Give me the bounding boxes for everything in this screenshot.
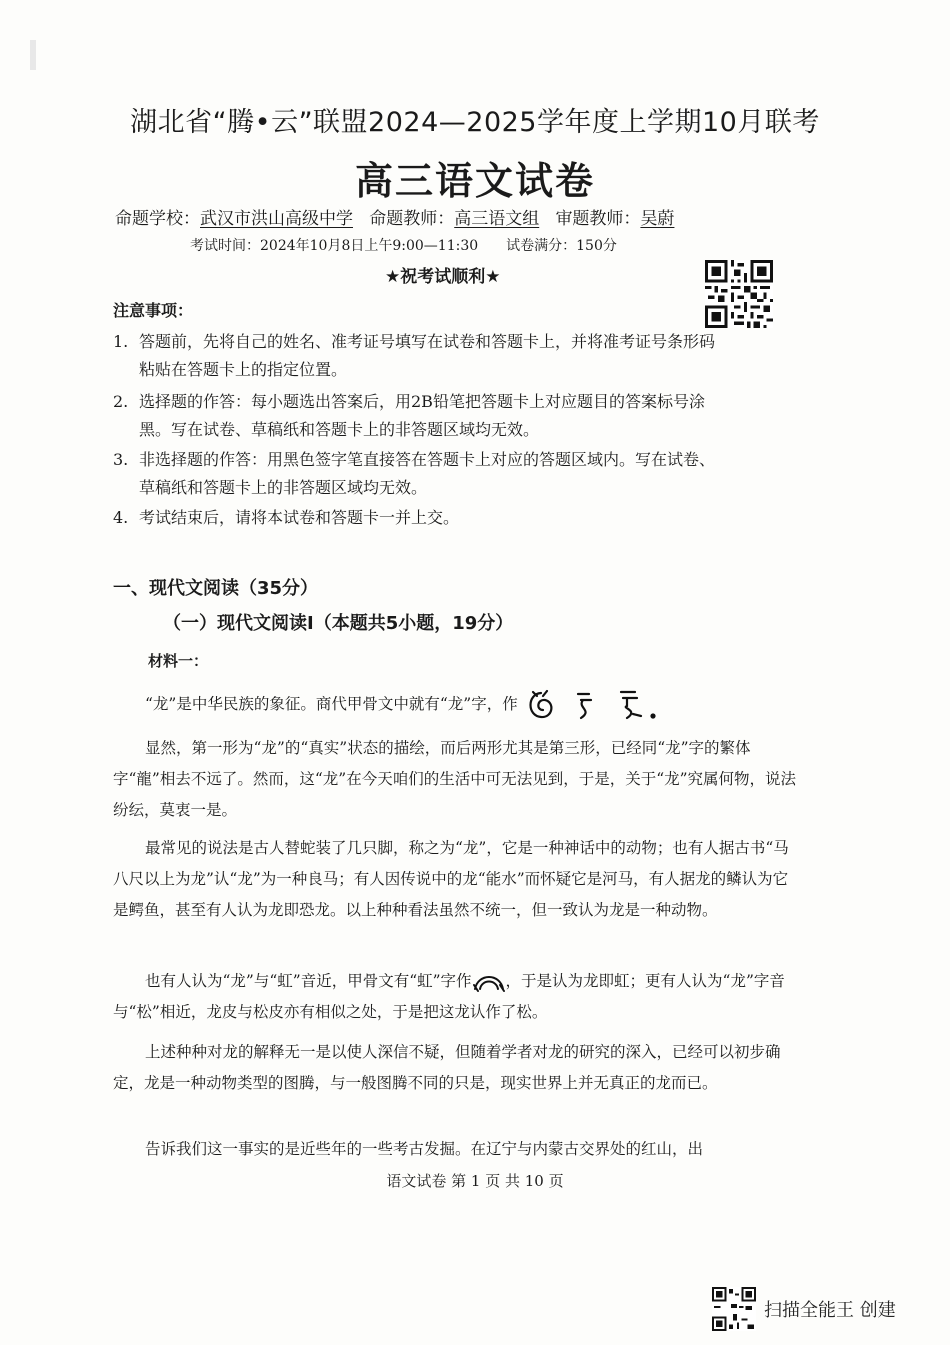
school-name: 武汉市洪山高级中学 bbox=[200, 209, 353, 229]
paragraph-6: 告诉我们这一事实的是近些年的一些考古发掘。在辽宁与内蒙古交界处的红山，出 bbox=[145, 1140, 704, 1158]
notice-text-cont: 粘贴在答题卡上的指定位置。 bbox=[139, 360, 348, 379]
paragraph-3: 最常见的说法是古人替蛇装了几只脚，称之为“龙”，它是一种神话中的动物；也有人据古书“马八尺以上为龙”认“龙”为一种良马；有人因传说中的龙“能水”而怀疑它是河马，有人据龙的鳞认为它是鳄鱼，甚至有人认为龙即恐龙。以上种种看法虽然不统一，但一致认为龙是一种动物。 bbox=[113, 839, 789, 919]
notice-number: 4. bbox=[113, 508, 129, 527]
reviewer-label: 审题教师： bbox=[555, 209, 641, 229]
exam-subject-title: 高三语文试卷 bbox=[354, 159, 595, 203]
notice-number: 1. bbox=[113, 332, 129, 351]
teacher-name: 高三语文组 bbox=[454, 209, 540, 229]
page-footer: 语文试卷 第 1 页 共 10 页 bbox=[386, 1172, 564, 1190]
exam-time-info: 考试时间：2024年10月8日上午9:00—11:30 试卷满分：150分 bbox=[190, 238, 617, 254]
watermark-text: 扫描全能王 创建 bbox=[764, 1300, 896, 1321]
qr-code-icon bbox=[705, 260, 773, 328]
watermark-qr-icon bbox=[712, 1287, 756, 1331]
subsection-heading: （一）现代文阅读Ⅰ（本题共5小题，19分） bbox=[163, 613, 514, 634]
notice-heading: 注意事项： bbox=[113, 301, 194, 320]
notice-number: 3. bbox=[113, 450, 129, 469]
paragraph-1 bbox=[145, 688, 673, 722]
teacher-label: 命题教师： bbox=[369, 209, 455, 229]
notice-text: 答题前，先将自己的姓名、准考证号填写在试卷和答题卡上，并将准考证号条形码 bbox=[139, 332, 716, 351]
notice-item-3 bbox=[113, 446, 813, 502]
paragraph-4 bbox=[113, 966, 803, 1028]
reviewer-name: 吴蔚 bbox=[640, 209, 675, 229]
notice-text: 非选择题的作答：用黑色签字笔直接答在答题卡上对应的答题区域内。写在试卷、 bbox=[139, 450, 716, 469]
paragraph-4-text-b: ，于是认为龙即虹；更有人认为“龙”字音与“松”相近，龙皮与松皮亦有相似之处，于是把这龙认作了松。 bbox=[113, 972, 785, 1021]
notice-text: 选择题的作答：每小题选出答案后，用2B铅笔把答题卡上对应题目的答案标号涂 bbox=[139, 392, 705, 411]
notice-number: 2. bbox=[113, 392, 129, 411]
paragraph-4-text-a: 也有人认为“龙”与“虹”音近，甲骨文有“虹”字作 bbox=[145, 972, 472, 990]
good-luck-banner: ★祝考试顺利★ bbox=[385, 267, 501, 287]
paragraph-1-text: “龙”是中华民族的象征。商代甲骨文中就有“龙”字，作 bbox=[145, 695, 518, 713]
scanner-watermark bbox=[712, 1287, 896, 1331]
oracle-rainbow-glyph-icon bbox=[472, 971, 506, 993]
notice-item-4 bbox=[113, 504, 813, 532]
section-heading: 一、现代文阅读（35分） bbox=[113, 578, 319, 599]
author-info bbox=[115, 204, 674, 229]
oracle-dragon-glyphs-icon bbox=[523, 688, 673, 722]
notice-text-cont: 草稿纸和答题卡上的非答题区域均无效。 bbox=[139, 478, 428, 497]
school-label: 命题学校： bbox=[115, 209, 200, 229]
scan-artifact bbox=[30, 40, 36, 70]
notice-item-2 bbox=[113, 388, 813, 444]
notice-text-cont: 黑。写在试卷、草稿纸和答题卡上的非答题区域均无效。 bbox=[139, 420, 540, 439]
notice-text: 考试结束后，请将本试卷和答题卡一并上交。 bbox=[139, 508, 460, 527]
exam-union-title: 湖北省“腾•云”联盟2024—2025学年度上学期10月联考 bbox=[130, 107, 820, 138]
material-label: 材料一： bbox=[148, 652, 209, 670]
notice-item-1 bbox=[113, 328, 813, 384]
paragraph-5: 上述种种对龙的解释无一是以使人深信不疑，但随着学者对龙的研究的深入，已经可以初步确定，龙是一种动物类型的图腾，与一般图腾不同的只是，现实世界上并无真正的龙而已。 bbox=[113, 1043, 781, 1092]
paragraph-2: 显然，第一形为“龙”的“真实”状态的描绘，而后两形尤其是第三形，已经同“龙”字的繁体字“龍”相去不远了。然而，这“龙”在今天咱们的生活中可无法见到，于是，关于“龙”究属何物，说法纷纭，莫衷一是。 bbox=[113, 739, 797, 819]
